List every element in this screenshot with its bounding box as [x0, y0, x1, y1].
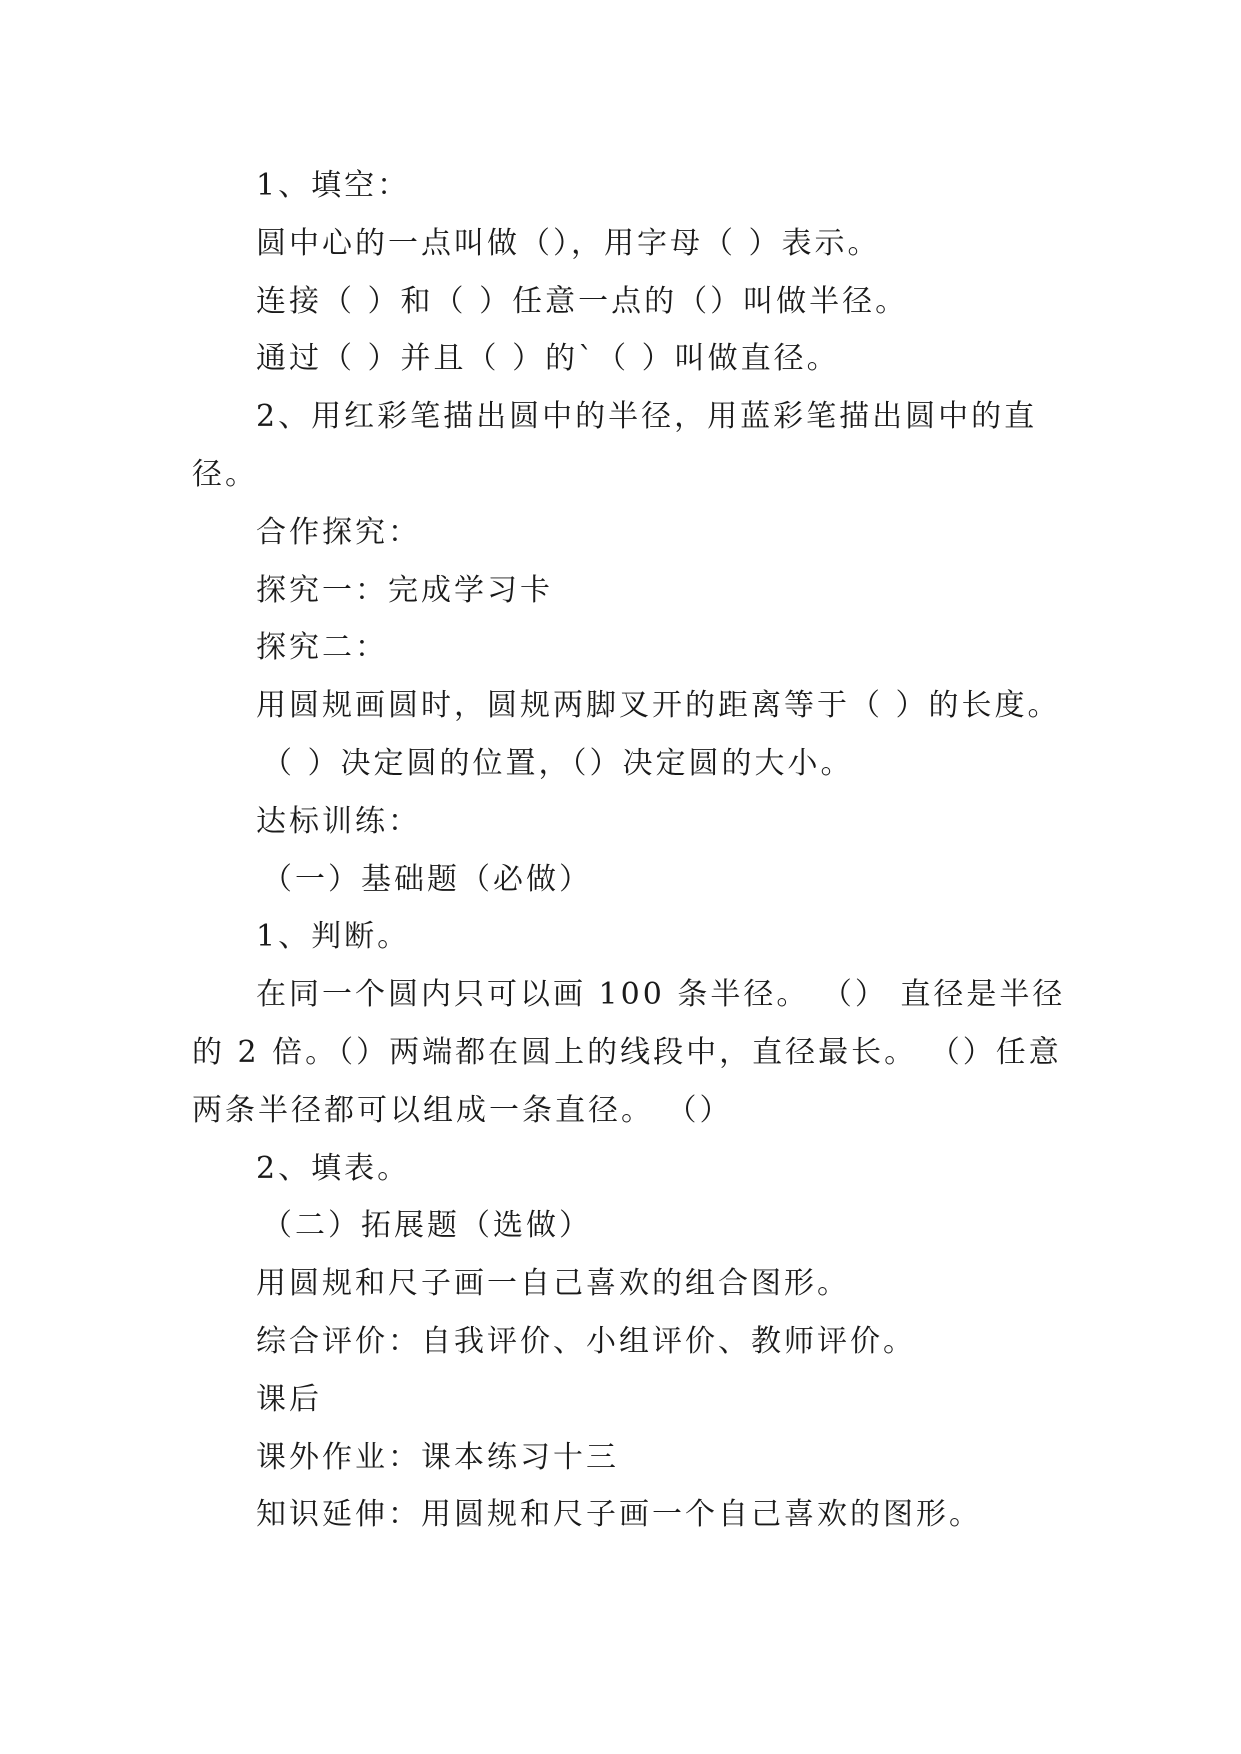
text-line: （二）拓展题（选做） — [262, 1208, 592, 1243]
text-line: 用圆规画圆时，圆规两脚叉开的距离等于（ ）的长度。 — [256, 688, 1061, 723]
text-line: 的 2 倍。（）两端都在圆上的线段中，直径最长。 （）任意 — [192, 1035, 1062, 1070]
text-line: 综合评价：自我评价、小组评价、教师评价。 — [256, 1324, 916, 1359]
text-line: 探究二： — [256, 630, 388, 665]
text-line: 2、用红彩笔描出圆中的半径，用蓝彩笔描出圆中的直 — [256, 399, 1038, 434]
text-line: 通过（ ）并且（ ）的`（ ）叫做直径。 — [256, 341, 840, 376]
text-line: 课外作业：课本练习十三 — [256, 1440, 619, 1475]
text-line: （ ）决定圆的位置，（）决定圆的大小。 — [262, 746, 854, 781]
text-line: 知识延伸：用圆规和尺子画一个自己喜欢的图形。 — [256, 1497, 982, 1532]
text-line: 两条半径都可以组成一条直径。 （） — [192, 1093, 733, 1128]
text-line: 2、填表。 — [256, 1151, 411, 1186]
text-line: 圆中心的一点叫做（），用字母（ ）表示。 — [256, 226, 881, 261]
text-line: 1、填空： — [256, 168, 411, 203]
text-line: 在同一个圆内只可以画 100 条半径。 （） 直径是半径 — [256, 977, 1066, 1012]
section-heading: 合作探究： — [256, 515, 421, 550]
section-heading: 课后 — [256, 1382, 322, 1417]
section-heading: 达标训练： — [256, 804, 421, 839]
text-line: 连接（ ）和（ ）任意一点的（）叫做半径。 — [256, 284, 909, 319]
text-line: 探究一：完成学习卡 — [256, 573, 553, 608]
text-line: 用圆规和尺子画一自己喜欢的组合图形。 — [256, 1266, 850, 1301]
text-line: （一）基础题（必做） — [262, 862, 592, 897]
text-line: 径。 — [192, 457, 258, 492]
text-line: 1、判断。 — [256, 919, 411, 954]
